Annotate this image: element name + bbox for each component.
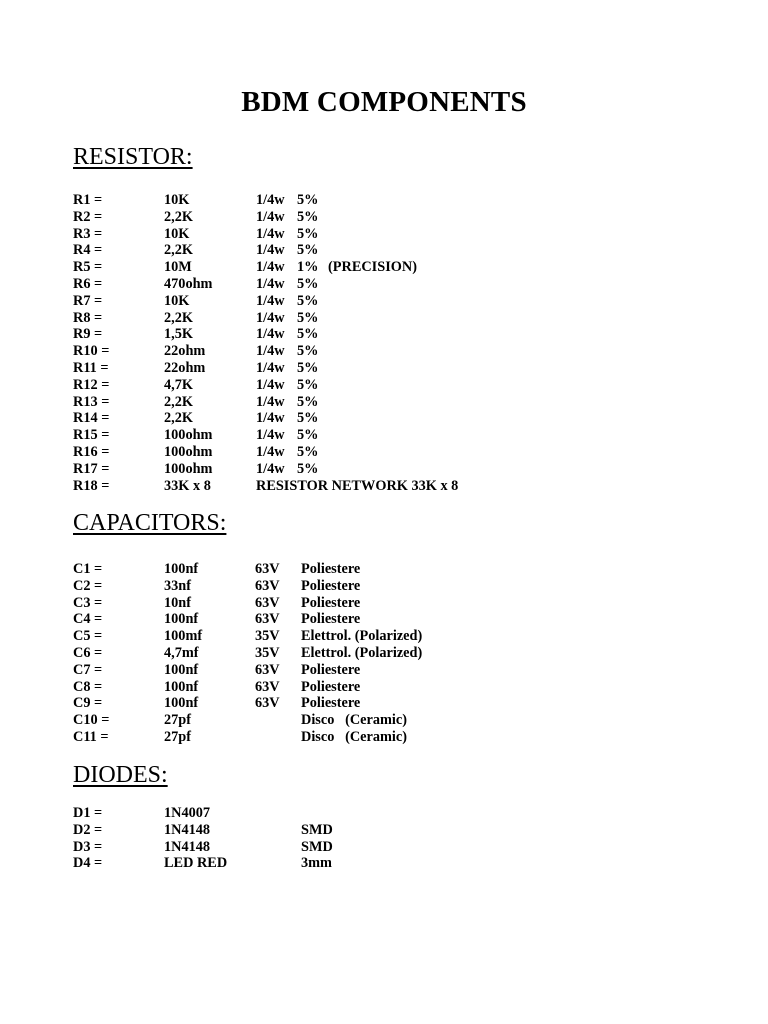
capacitor-ref: C7 = — [73, 661, 103, 678]
resistor-ref: R10 = — [73, 343, 110, 360]
resistor-note: (PRECISION) — [328, 259, 417, 276]
resistor-power: 1/4w — [256, 376, 285, 393]
resistor-value: 10K — [164, 292, 190, 309]
resistor-ref: R14 = — [73, 410, 110, 427]
resistor-row — [73, 444, 723, 461]
capacitor-type: Poliestere — [301, 678, 361, 695]
resistor-network-row — [73, 478, 723, 495]
resistor-heading: RESISTOR: — [73, 144, 193, 170]
capacitor-voltage: 35V — [255, 644, 280, 661]
resistor-row — [73, 276, 723, 293]
resistor-tolerance: 5% — [297, 225, 319, 242]
resistor-value: 100ohm — [164, 427, 213, 444]
resistor-ref: R6 = — [73, 275, 103, 292]
capacitor-row — [73, 662, 723, 679]
resistor-network-description: RESISTOR NETWORK 33K x 8 — [256, 477, 459, 494]
resistor-ref: R17 = — [73, 460, 110, 477]
capacitor-ref: C1 = — [73, 561, 103, 577]
resistor-power: 1/4w — [256, 326, 285, 343]
diode-list — [73, 805, 723, 872]
resistor-value: 2,2K — [164, 242, 193, 259]
diode-ref: D2 = — [73, 821, 103, 838]
resistor-ref: R12 = — [73, 376, 110, 393]
resistor-tolerance: 5% — [297, 275, 319, 292]
resistor-value: 33K x 8 — [164, 477, 211, 494]
capacitor-value: 100mf — [164, 628, 203, 645]
resistor-value: 2,2K — [164, 309, 193, 326]
resistor-value: 10K — [164, 192, 190, 208]
resistor-tolerance: 5% — [297, 208, 319, 225]
resistor-value: 100ohm — [164, 460, 213, 477]
resistor-ref: R11 = — [73, 359, 109, 376]
resistor-value: 10K — [164, 225, 190, 242]
resistor-ref: R8 = — [73, 309, 103, 326]
capacitor-row — [73, 561, 723, 578]
resistor-row — [73, 259, 723, 276]
resistor-tolerance: 5% — [297, 443, 319, 460]
capacitor-list — [73, 561, 723, 746]
capacitor-value: 27pf — [164, 712, 192, 729]
resistor-ref: R16 = — [73, 443, 110, 460]
resistor-row — [73, 293, 723, 310]
capacitor-ref: C4 = — [73, 611, 103, 628]
capacitor-ref: C9 = — [73, 695, 103, 712]
resistor-value: 1,5K — [164, 326, 193, 343]
document-title: BDM COMPONENTS — [241, 86, 527, 118]
resistor-tolerance: 5% — [297, 410, 319, 427]
resistor-tolerance: 1% — [297, 259, 319, 276]
resistor-tolerance: 5% — [297, 427, 319, 444]
resistor-value: 470ohm — [164, 275, 213, 292]
resistor-tolerance: 5% — [297, 242, 319, 259]
capacitor-value: 100nf — [164, 678, 199, 695]
diode-package: SMD — [301, 838, 333, 855]
capacitor-voltage: 63V — [255, 611, 280, 628]
resistor-row — [73, 461, 723, 478]
capacitor-type: Poliestere — [301, 561, 361, 577]
capacitor-row — [73, 729, 723, 746]
resistor-tolerance: 5% — [297, 292, 319, 309]
resistor-row — [73, 310, 723, 327]
capacitor-row — [73, 595, 723, 612]
diode-row — [73, 839, 723, 856]
resistor-row — [73, 242, 723, 259]
resistor-row — [73, 360, 723, 377]
capacitor-row — [73, 695, 723, 712]
capacitor-value: 10nf — [164, 594, 192, 611]
capacitor-voltage: 63V — [255, 577, 280, 594]
capacitor-row — [73, 679, 723, 696]
capacitor-type: Elettrol. (Polarized) — [301, 628, 423, 645]
resistor-ref: R3 = — [73, 225, 103, 242]
resistor-row — [73, 343, 723, 360]
diodes-heading: DIODES: — [73, 762, 168, 788]
diode-ref: D1 = — [73, 805, 103, 821]
resistor-row — [73, 192, 723, 209]
diode-package: SMD — [301, 821, 333, 838]
capacitor-row — [73, 611, 723, 628]
capacitor-value: 100nf — [164, 611, 199, 628]
resistor-row — [73, 209, 723, 226]
capacitor-row — [73, 578, 723, 595]
capacitor-voltage: 63V — [255, 561, 280, 577]
resistor-power: 1/4w — [256, 443, 285, 460]
resistor-tolerance: 5% — [297, 192, 319, 208]
resistor-value: 22ohm — [164, 359, 206, 376]
resistor-tolerance: 5% — [297, 326, 319, 343]
resistor-power: 1/4w — [256, 242, 285, 259]
capacitor-ref: C5 = — [73, 628, 103, 645]
capacitor-voltage: 35V — [255, 628, 280, 645]
resistor-tolerance: 5% — [297, 376, 319, 393]
capacitor-value: 100nf — [164, 695, 199, 712]
capacitor-type: Elettrol. (Polarized) — [301, 644, 423, 661]
capacitor-voltage: 63V — [255, 678, 280, 695]
capacitor-value: 4,7mf — [164, 644, 199, 661]
capacitor-voltage: 63V — [255, 661, 280, 678]
capacitor-voltage: 63V — [255, 695, 280, 712]
resistor-row — [73, 410, 723, 427]
resistor-ref: R2 = — [73, 208, 103, 225]
resistor-value: 10M — [164, 259, 192, 276]
capacitor-type: Poliestere — [301, 695, 361, 712]
resistor-row — [73, 427, 723, 444]
capacitor-value: 100nf — [164, 561, 199, 577]
capacitor-value: 100nf — [164, 661, 199, 678]
diode-row — [73, 805, 723, 822]
resistor-value: 100ohm — [164, 443, 213, 460]
capacitor-type: Disco (Ceramic) — [301, 728, 407, 745]
resistor-ref: R1 = — [73, 192, 103, 208]
resistor-power: 1/4w — [256, 393, 285, 410]
resistor-row — [73, 394, 723, 411]
resistor-value: 2,2K — [164, 208, 193, 225]
diode-part: LED RED — [164, 855, 228, 872]
diode-row — [73, 822, 723, 839]
resistor-row — [73, 377, 723, 394]
resistor-list — [73, 192, 723, 494]
resistor-power: 1/4w — [256, 259, 285, 276]
resistor-ref: R9 = — [73, 326, 103, 343]
capacitor-value: 27pf — [164, 728, 192, 745]
resistor-tolerance: 5% — [297, 460, 319, 477]
resistor-power: 1/4w — [256, 309, 285, 326]
resistor-ref: R7 = — [73, 292, 103, 309]
diode-part: 1N4007 — [164, 805, 211, 821]
resistor-power: 1/4w — [256, 192, 285, 208]
resistor-ref: R13 = — [73, 393, 110, 410]
diode-ref: D3 = — [73, 838, 103, 855]
capacitor-type: Disco (Ceramic) — [301, 712, 407, 729]
resistor-tolerance: 5% — [297, 309, 319, 326]
capacitor-ref: C6 = — [73, 644, 103, 661]
capacitor-type: Poliestere — [301, 661, 361, 678]
capacitor-type: Poliestere — [301, 577, 361, 594]
resistor-power: 1/4w — [256, 292, 285, 309]
resistor-power: 1/4w — [256, 460, 285, 477]
resistor-ref: R15 = — [73, 427, 110, 444]
resistor-value: 2,2K — [164, 393, 193, 410]
capacitor-ref: C8 = — [73, 678, 103, 695]
capacitor-ref: C3 = — [73, 594, 103, 611]
diode-part: 1N4148 — [164, 821, 211, 838]
resistor-tolerance: 5% — [297, 343, 319, 360]
diode-row — [73, 855, 723, 872]
diode-package: 3mm — [301, 855, 332, 872]
resistor-value: 4,7K — [164, 376, 193, 393]
resistor-power: 1/4w — [256, 410, 285, 427]
capacitor-row — [73, 712, 723, 729]
capacitors-heading: CAPACITORS: — [73, 510, 227, 536]
capacitor-ref: C10 = — [73, 712, 110, 729]
capacitor-type: Poliestere — [301, 611, 361, 628]
resistor-row — [73, 326, 723, 343]
capacitor-type: Poliestere — [301, 594, 361, 611]
capacitor-row — [73, 645, 723, 662]
resistor-power: 1/4w — [256, 208, 285, 225]
resistor-row — [73, 226, 723, 243]
resistor-tolerance: 5% — [297, 393, 319, 410]
resistor-power: 1/4w — [256, 225, 285, 242]
resistor-value: 22ohm — [164, 343, 206, 360]
resistor-power: 1/4w — [256, 343, 285, 360]
resistor-ref: R18 = — [73, 477, 110, 494]
resistor-power: 1/4w — [256, 359, 285, 376]
resistor-ref: R5 = — [73, 259, 103, 276]
capacitor-value: 33nf — [164, 577, 192, 594]
capacitor-ref: C11 = — [73, 728, 109, 745]
resistor-tolerance: 5% — [297, 359, 319, 376]
capacitor-row — [73, 628, 723, 645]
capacitor-voltage: 63V — [255, 594, 280, 611]
resistor-ref: R4 = — [73, 242, 103, 259]
resistor-value: 2,2K — [164, 410, 193, 427]
capacitor-ref: C2 = — [73, 577, 103, 594]
resistor-power: 1/4w — [256, 427, 285, 444]
diode-part: 1N4148 — [164, 838, 211, 855]
resistor-power: 1/4w — [256, 275, 285, 292]
diode-ref: D4 = — [73, 855, 103, 872]
